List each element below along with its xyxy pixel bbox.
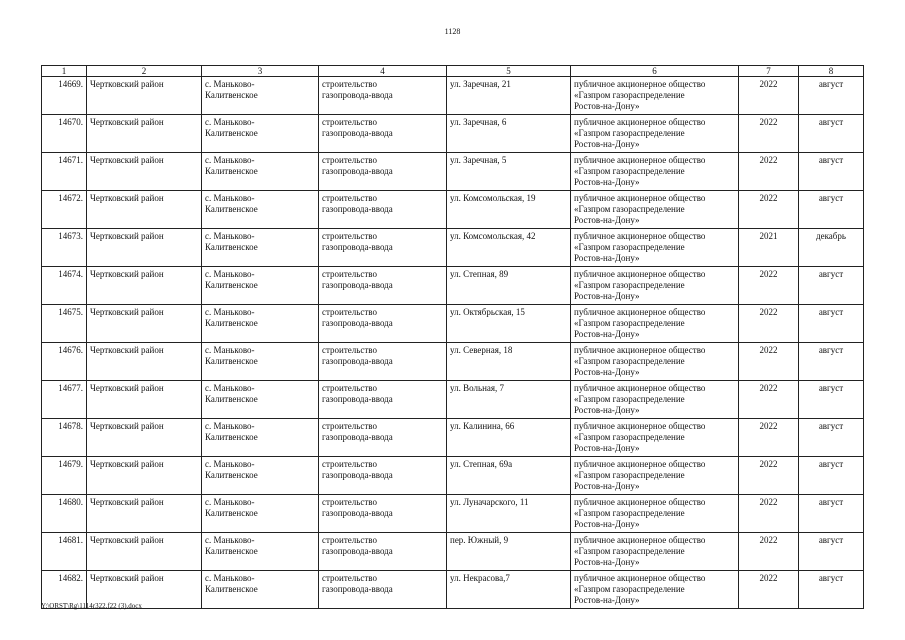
cell-year: 2022 [739,419,799,457]
cell-address: ул. Северная, 18 [447,343,571,381]
cell-district: Чертковский район [87,457,202,495]
cell-number: 14672. [42,191,87,229]
table-row [42,229,864,267]
cell-work-type: строительство газопровода-ввода [319,305,447,343]
column-header: 4 [319,66,447,77]
cell-work-type: строительство газопровода-ввода [319,533,447,571]
cell-work-type: строительство газопровода-ввода [319,343,447,381]
cell-month: август [799,115,864,153]
cell-address: ул. Комсомольская, 42 [447,229,571,267]
table-row [42,495,864,533]
cell-settlement: с. Маньково- Калитвенское [202,153,319,191]
cell-address: ул. Заречная, 5 [447,153,571,191]
cell-address: ул. Заречная, 6 [447,115,571,153]
cell-work-type: строительство газопровода-ввода [319,115,447,153]
cell-number: 14682. [42,571,87,609]
table-body [42,77,864,609]
cell-district: Чертковский район [87,191,202,229]
cell-month: декабрь [799,229,864,267]
cell-year: 2022 [739,305,799,343]
cell-work-type: строительство газопровода-ввода [319,381,447,419]
cell-work-type: строительство газопровода-ввода [319,457,447,495]
cell-number: 14676. [42,343,87,381]
cell-year: 2022 [739,77,799,115]
cell-year: 2022 [739,533,799,571]
cell-year: 2022 [739,381,799,419]
cell-organization: публичное акционерное общество «Газпром газораспределение Ростов-на-Дону» [571,343,739,381]
cell-district: Чертковский район [87,267,202,305]
cell-month: август [799,533,864,571]
cell-settlement: с. Маньково- Калитвенское [202,533,319,571]
cell-settlement: с. Маньково- Калитвенское [202,495,319,533]
cell-work-type: строительство газопровода-ввода [319,267,447,305]
cell-month: август [799,191,864,229]
cell-month: август [799,305,864,343]
cell-month: август [799,457,864,495]
cell-month: август [799,495,864,533]
cell-number: 14680. [42,495,87,533]
cell-year: 2022 [739,457,799,495]
column-header: 2 [87,66,202,77]
cell-district: Чертковский район [87,153,202,191]
cell-settlement: с. Маньково- Калитвенское [202,457,319,495]
table-row [42,533,864,571]
table-row [42,77,864,115]
cell-organization: публичное акционерное общество «Газпром газораспределение Ростов-на-Дону» [571,533,739,571]
cell-address: ул. Некрасова,7 [447,571,571,609]
table-row [42,343,864,381]
cell-organization: публичное акционерное общество «Газпром газораспределение Ростов-на-Дону» [571,457,739,495]
cell-organization: публичное акционерное общество «Газпром газораспределение Ростов-на-Дону» [571,115,739,153]
cell-organization: публичное акционерное общество «Газпром газораспределение Ростов-на-Дону» [571,191,739,229]
cell-settlement: с. Маньково- Калитвенское [202,191,319,229]
cell-district: Чертковский район [87,419,202,457]
cell-number: 14678. [42,419,87,457]
footer-file-path: Y:\ORST\Rg\1114r322.f22 (3).docx [41,602,142,610]
cell-month: август [799,267,864,305]
cell-month: август [799,343,864,381]
cell-district: Чертковский район [87,305,202,343]
cell-work-type: строительство газопровода-ввода [319,153,447,191]
cell-year: 2022 [739,343,799,381]
cell-number: 14681. [42,533,87,571]
cell-work-type: строительство газопровода-ввода [319,77,447,115]
cell-number: 14677. [42,381,87,419]
cell-district: Чертковский район [87,77,202,115]
cell-year: 2022 [739,495,799,533]
cell-work-type: строительство газопровода-ввода [319,571,447,609]
cell-year: 2022 [739,115,799,153]
cell-organization: публичное акционерное общество «Газпром газораспределение Ростов-на-Дону» [571,305,739,343]
cell-address: ул. Вольная, 7 [447,381,571,419]
cell-number: 14674. [42,267,87,305]
cell-address: ул. Заречная, 21 [447,77,571,115]
cell-organization: публичное акционерное общество «Газпром газораспределение Ростов-на-Дону» [571,571,739,609]
table-row [42,267,864,305]
cell-year: 2021 [739,229,799,267]
cell-district: Чертковский район [87,381,202,419]
cell-settlement: с. Маньково- Калитвенское [202,571,319,609]
cell-month: август [799,153,864,191]
column-header: 7 [739,66,799,77]
cell-year: 2022 [739,571,799,609]
cell-settlement: с. Маньково- Калитвенское [202,381,319,419]
cell-month: август [799,77,864,115]
cell-settlement: с. Маньково- Калитвенское [202,305,319,343]
registry-table [41,65,864,609]
cell-month: август [799,381,864,419]
cell-organization: публичное акционерное общество «Газпром газораспределение Ростов-на-Дону» [571,77,739,115]
cell-organization: публичное акционерное общество «Газпром газораспределение Ростов-на-Дону» [571,419,739,457]
table-row [42,153,864,191]
cell-settlement: с. Маньково- Калитвенское [202,115,319,153]
table-row [42,571,864,609]
cell-district: Чертковский район [87,533,202,571]
cell-address: пер. Южный, 9 [447,533,571,571]
page-number: 1128 [444,27,461,36]
table-row [42,305,864,343]
cell-district: Чертковский район [87,343,202,381]
cell-settlement: с. Маньково- Калитвенское [202,419,319,457]
cell-settlement: с. Маньково- Калитвенское [202,229,319,267]
column-header: 3 [202,66,319,77]
table-row [42,191,864,229]
cell-district: Чертковский район [87,495,202,533]
cell-address: ул. Степная, 69а [447,457,571,495]
cell-month: август [799,571,864,609]
cell-month: август [799,419,864,457]
cell-district: Чертковский район [87,115,202,153]
cell-address: ул. Калинина, 66 [447,419,571,457]
cell-number: 14670. [42,115,87,153]
cell-address: ул. Октябрьская, 15 [447,305,571,343]
cell-number: 14669. [42,77,87,115]
cell-address: ул. Степная, 89 [447,267,571,305]
cell-organization: публичное акционерное общество «Газпром газораспределение Ростов-на-Дону» [571,267,739,305]
cell-work-type: строительство газопровода-ввода [319,229,447,267]
cell-year: 2022 [739,153,799,191]
cell-work-type: строительство газопровода-ввода [319,419,447,457]
cell-settlement: с. Маньково- Калитвенское [202,343,319,381]
table-row [42,381,864,419]
cell-organization: публичное акционерное общество «Газпром газораспределение Ростов-на-Дону» [571,229,739,267]
header-row [42,66,864,77]
column-header: 8 [799,66,864,77]
table-row [42,115,864,153]
table-row [42,457,864,495]
table-row [42,419,864,457]
cell-year: 2022 [739,191,799,229]
cell-organization: публичное акционерное общество «Газпром газораспределение Ростов-на-Дону» [571,153,739,191]
cell-organization: публичное акционерное общество «Газпром газораспределение Ростов-на-Дону» [571,381,739,419]
cell-address: ул. Комсомольская, 19 [447,191,571,229]
cell-settlement: с. Маньково- Калитвенское [202,77,319,115]
cell-number: 14675. [42,305,87,343]
cell-address: ул. Луначарского, 11 [447,495,571,533]
column-header: 6 [571,66,739,77]
column-header: 1 [42,66,87,77]
cell-work-type: строительство газопровода-ввода [319,191,447,229]
cell-district: Чертковский район [87,571,202,609]
cell-settlement: с. Маньково- Калитвенское [202,267,319,305]
cell-organization: публичное акционерное общество «Газпром газораспределение Ростов-на-Дону» [571,495,739,533]
cell-year: 2022 [739,267,799,305]
cell-district: Чертковский район [87,229,202,267]
cell-number: 14671. [42,153,87,191]
cell-number: 14679. [42,457,87,495]
cell-number: 14673. [42,229,87,267]
column-header: 5 [447,66,571,77]
cell-work-type: строительство газопровода-ввода [319,495,447,533]
